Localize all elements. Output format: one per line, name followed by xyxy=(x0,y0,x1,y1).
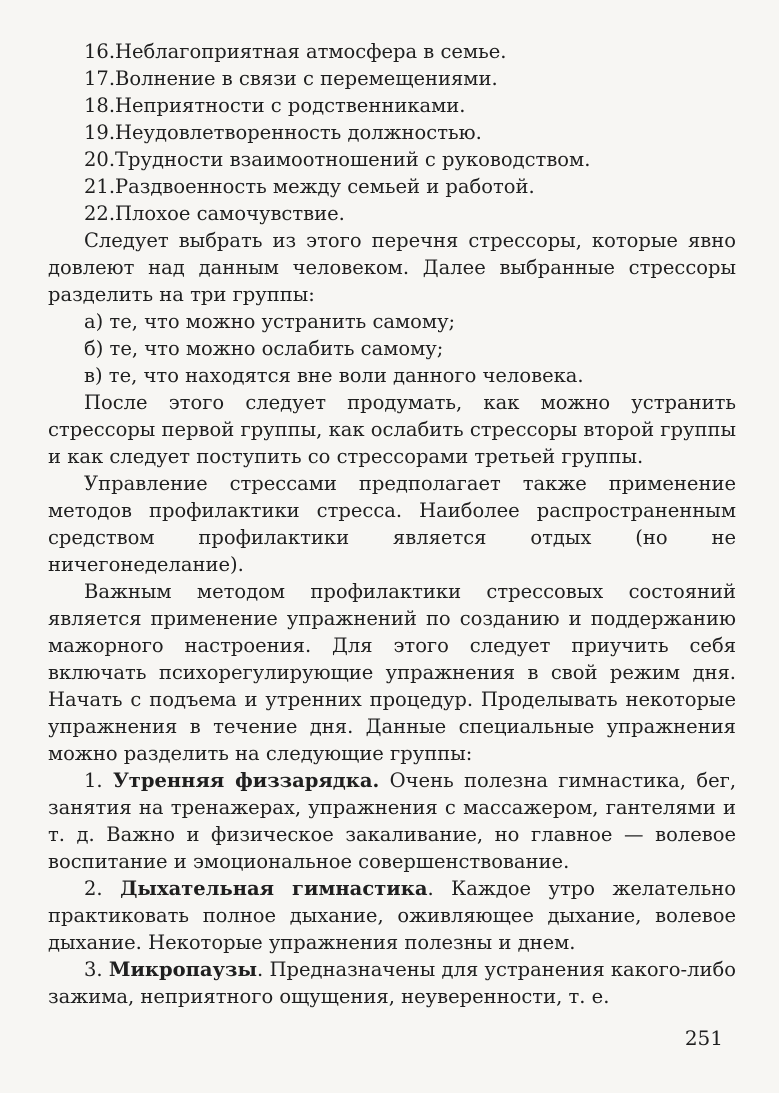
item-text: . Каждое утро желательно практиковать полное дыхание, оживляющее дыхание, волевое дыхание. Некоторые упражнения полезны и днем. xyxy=(48,877,737,954)
list-item: 17.Волнение в связи с перемещениями. xyxy=(84,67,498,90)
item-title: Утренняя физзарядка. xyxy=(112,769,380,792)
item-text: . Предназначены для устранения какого-либо зажима, неприятного ощущения, неуверенности, т. е. xyxy=(48,958,737,1008)
exercise-item-morning xyxy=(48,767,736,875)
paragraph-management: Управление стрессами предполагает также применение методов профилактики стресса. Наиболее распространенным средством профилактики является отдых (но не ничегонеделание). xyxy=(48,472,736,576)
item-title: Дыхательная гимнастика xyxy=(120,877,428,900)
list-item: 21.Раздвоенность между семьей и работой. xyxy=(84,175,535,198)
list-item: 16.Неблагоприятная атмосфера в семье. xyxy=(84,40,507,63)
paragraph-after: После этого следует продумать, как можно устранить стрессоры первой группы, как ослабить стрессоры второй группы и как следует поступить со стрессорами третьей группы. xyxy=(48,391,736,468)
exercise-item-breathing xyxy=(48,875,736,956)
list-item: 19.Неудовлетворенность должностью. xyxy=(84,121,482,144)
group-item: в) те, что находятся вне воли данного человека. xyxy=(84,364,584,387)
item-text: Очень полезна гимнастика, бег, занятия на тренажерах, упражнения с массажером, гантелями и т. д. Важно и физическое закаливание, но главное — волевое воспитание и эмоциональное совершенствование. xyxy=(48,769,737,873)
group-item: а) те, что можно устранить самому; xyxy=(84,310,456,333)
item-number: 1. xyxy=(84,769,103,792)
exercise-item-micropauses xyxy=(48,956,736,1010)
paragraph-method: Важным методом профилактики стрессовых состояний является применение упражнений по созданию и поддержанию мажорного настроения. Для этого следует приучить себя включать психорегулирующие упражнения в свой режим дня. Начать с подъема и утренних процедур. Проделывать некоторые упражнения в течение дня. Данные специальные упражнения можно разделить на следующие группы: xyxy=(48,580,736,765)
page-number: 251 xyxy=(684,1026,723,1050)
list-item: 18.Неприятности с родственниками. xyxy=(84,94,466,117)
list-item: 20.Трудности взаимоотношений с руководством. xyxy=(84,148,591,171)
paragraph-select-stressors: Следует выбрать из этого перечня стрессоры, которые явно довлеют над данным человеком. Далее выбранные стрессоры разделить на три группы: xyxy=(48,229,736,306)
item-number: 2. xyxy=(84,877,103,900)
list-item: 22.Плохое самочувствие. xyxy=(84,202,345,225)
item-title: Микропаузы xyxy=(108,958,258,981)
item-number: 3. xyxy=(84,958,103,981)
page-text xyxy=(48,38,736,1010)
group-item: б) те, что можно ослабить самому; xyxy=(84,337,444,360)
